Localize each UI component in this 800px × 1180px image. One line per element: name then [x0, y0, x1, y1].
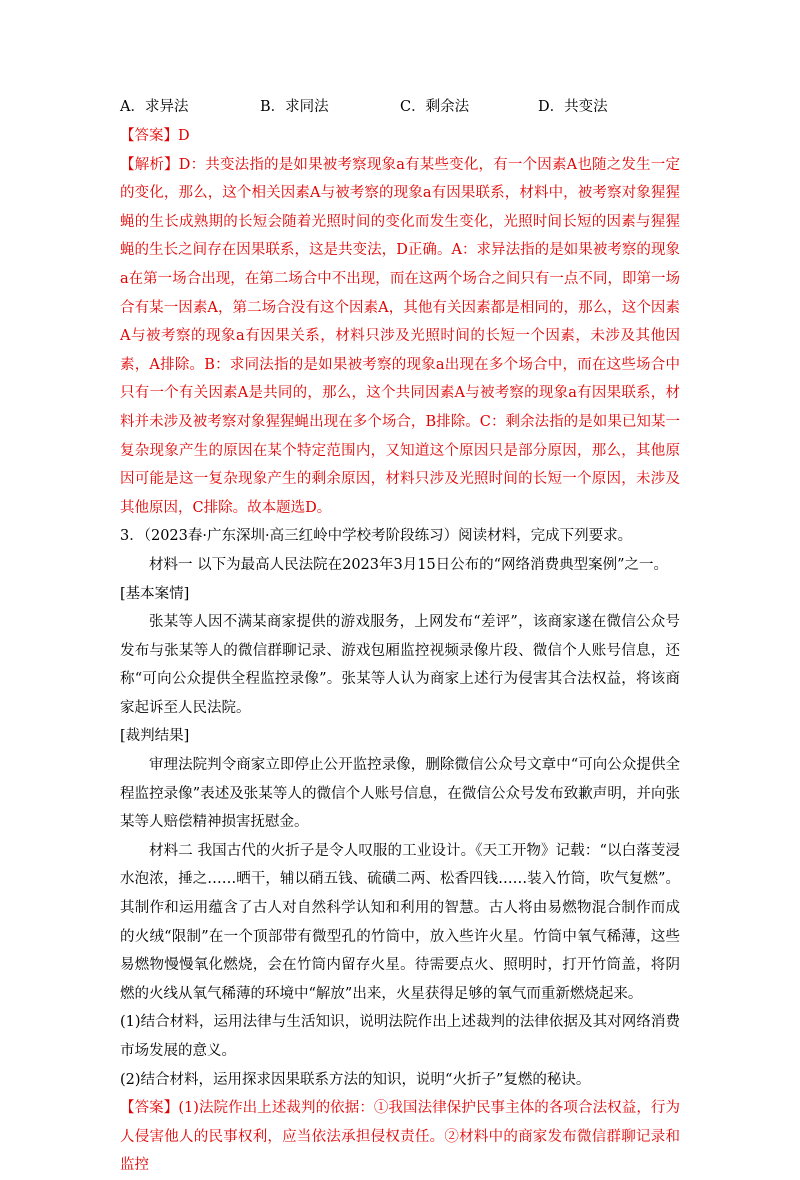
basic-case-heading: [基本案情] [120, 585, 190, 602]
material-2-text: 材料二 我国古代的火折子是令人叹服的工业设计。《天工开物》记载：“以白落芰浸水泡浓，捶之……晒干，辅以硝五钱、硫磺二两、松香四钱……装入竹筒，吹气复燃”。其制作和运用蕴含了古人对自然科学认知和利用的智慧。古人将由易燃物混合制作而成的火绒“限制”在一个顶部带有微型孔的竹筒中，放入些许火星。竹筒中氧气稀薄，这些易燃物慢慢氧化燃烧，会在竹筒内留存火星。待需要点火、照明时，打开竹筒盖，将阴燃的火线从氧气稀薄的环境中“解放”出来，火星获得足够的氧气而重新燃烧起来。 [120, 842, 680, 1002]
answer-options [120, 92, 680, 122]
document-page [120, 92, 680, 1180]
question-3-stem: 3．（2023春·广东深圳·高三红岭中学校考阶段练习）阅读材料，完成下列要求。 [120, 528, 633, 545]
option-c: C．剩余法 [400, 99, 470, 115]
sub-question-2: (2)结合材料，运用探求因果联系方法的知识，说明“火折子”复燃的秘诀。 [120, 1071, 591, 1088]
basic-case-text: 张某等人因不满某商家提供的游戏服务，上网发布“差评”，该商家遂在微信公众号发布与张某等人的微信群聊记录、游戏包厢监控视频录像片段、微信个人账号信息，还称“可向公众提供全程监控录像”。张某等人认为商家上述行为侵害其合法权益，将该商家起诉至人民法院。 [120, 614, 680, 716]
option-b: B．求同法 [260, 99, 329, 115]
answer-q3: 【答案】(1)法院作出上述裁判的依据：①我国法律保护民事主体的各项合法权益，行为人侵害他人的民事权利，应当依法承担侵权责任。②材料中的商家发布微信群聊记录和监控 [120, 1100, 680, 1174]
verdict-text: 审理法院判令商家立即停止公开监控录像，删除微信公众号文章中“可向公众提供全程监控录像”表述及张某等人的微信个人账号信息，在微信公众号发布致歉声明，并向张某等人赔偿精神损害抚慰金。 [120, 757, 680, 831]
sub-question-1: (1)结合材料，运用法律与生活知识，说明法院作出上述裁判的法律依据及其对网络消费市场发展的意义。 [120, 1014, 680, 1059]
option-a: A．求异法 [120, 99, 189, 115]
option-d: D．共变法 [538, 99, 608, 115]
analysis-q2: 【解析】D：共变法指的是如果被考察现象a有某些变化，有一个因素A也随之发生一定的变化，那么，这个相关因素A与被考察的现象a有因果联系，材料中，被考察对象猩猩蝇的生长成熟期的长短会随着光照时间的变化而发生变化，光照时间长短的因素与猩猩蝇的生长之间存在因果联系，这是共变法，D正确。A：求异法指的是如果被考察的现象a在第一场合出现，在第二场合中不出现，而在这两个场合之间只有一点不同，即第一场合有某一因素A，第二场合没有这个因素A，其他有关因素都是相同的，那么，这个因素A与被考察的现象a有因果关系，材料只涉及光照时间的长短一个因素，未涉及其他因素，A排除。B：求同法指的是如果被考察的现象a出现在多个场合中，而在这些场合中只有一个有关因素A是共同的，那么，这个共同因素A与被考察的现象a有因果联系，材料并未涉及被考察对象猩猩蝇出现在多个场合，B排除。C：剩余法指的是如果已知某一复杂现象产生的原因在某个特定范围内，又知道这个原因只是部分原因，那么，其他原因可能是这一复杂现象产生的剩余原因，材料只涉及光照时间的长短一个原因，未涉及其他原因，C排除。故本题选D。 [120, 156, 680, 516]
verdict-heading: [裁判结果] [120, 728, 190, 745]
answer-label-q2: 【答案】D [120, 128, 190, 144]
material-1-intro: 材料一 以下为最高人民法院在2023年3月15日公布的“网络消费典型案例”之一。 [149, 556, 669, 573]
